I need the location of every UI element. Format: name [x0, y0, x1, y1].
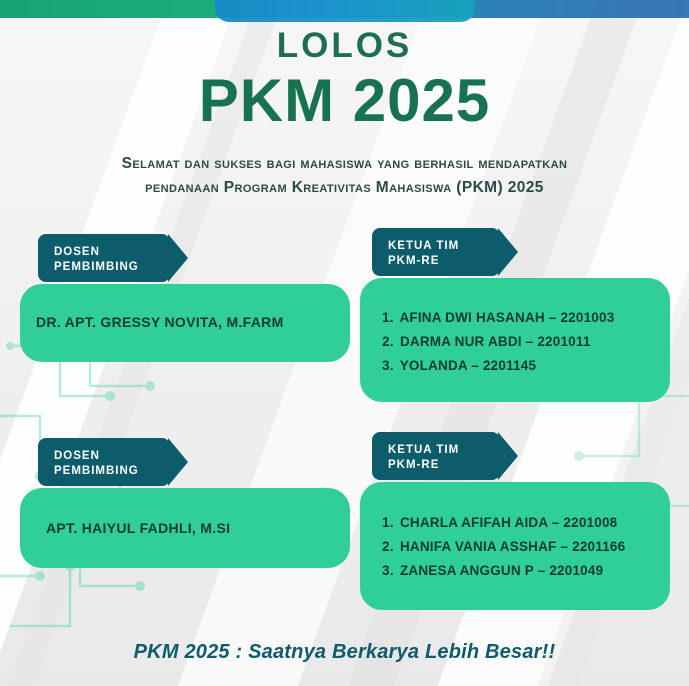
member-list [382, 515, 625, 587]
list-item-label: DARMA NUR ABDI – 2201011 [399, 334, 591, 349]
list-item [382, 539, 625, 554]
list-item-number: 1. [382, 310, 394, 325]
page-title: PKM 2025 [198, 67, 491, 134]
list-item-number: 2. [382, 334, 394, 349]
list-item-number: 1. [382, 515, 394, 530]
leader-tag-line-1: KETUA TIM [388, 240, 460, 252]
subtitle-line-2: pendanaan Program Kreativitas Mahasiswa (PKM) 2025 [145, 179, 544, 196]
leader-tag [372, 228, 500, 276]
list-item-label: AFINA DWI HASANAH – 2201003 [399, 310, 615, 325]
advisor-tag [38, 234, 170, 282]
subtitle-line-1: Selamat dan sukses bagi mahasiswa yang berhasil mendapatkan [121, 155, 568, 172]
list-item [382, 334, 614, 349]
advisor-tag-line-2: PEMBIMBING [54, 261, 139, 273]
eyebrow-text: LOLOS [276, 26, 413, 65]
advisor-name: DR. APT. GRESSY NOVITA, M.FARM [36, 314, 284, 330]
list-item [382, 515, 625, 530]
list-item-number: 3. [382, 358, 394, 373]
advisor-tag-line-1: DOSEN [54, 450, 100, 462]
leader-tag-line-2: PKM-RE [388, 459, 440, 471]
list-item-label: YOLANDA – 2201145 [399, 358, 537, 373]
list-item-number: 3. [382, 563, 394, 578]
institution-logo [215, 0, 475, 22]
list-item-label: CHARLA AFIFAH AIDA – 2201008 [399, 515, 618, 530]
list-item [382, 563, 625, 578]
advisor-name: APT. HAIYUL FADHLI, M.SI [46, 520, 231, 536]
list-item-label: HANIFA VANIA ASSHAF – 2201166 [399, 539, 626, 554]
list-item-number: 2. [382, 539, 394, 554]
subtitle [42, 152, 647, 200]
member-list [382, 310, 614, 382]
advisor-tag-line-1: DOSEN [54, 246, 100, 258]
list-item [382, 310, 614, 325]
team-block [0, 432, 689, 614]
list-item-label: ZANESA ANGGUN P – 2201049 [399, 563, 604, 578]
leader-tag-line-1: KETUA TIM [388, 444, 460, 456]
advisor-tag-line-2: PEMBIMBING [54, 465, 139, 477]
leader-tag-line-2: PKM-RE [388, 255, 440, 267]
footer-tagline: PKM 2025 : Saatnya Berkarya Lebih Besar!! [133, 641, 556, 663]
advisor-tag [38, 438, 170, 486]
leader-tag [372, 432, 500, 480]
team-block [0, 228, 689, 408]
list-item [382, 358, 614, 373]
